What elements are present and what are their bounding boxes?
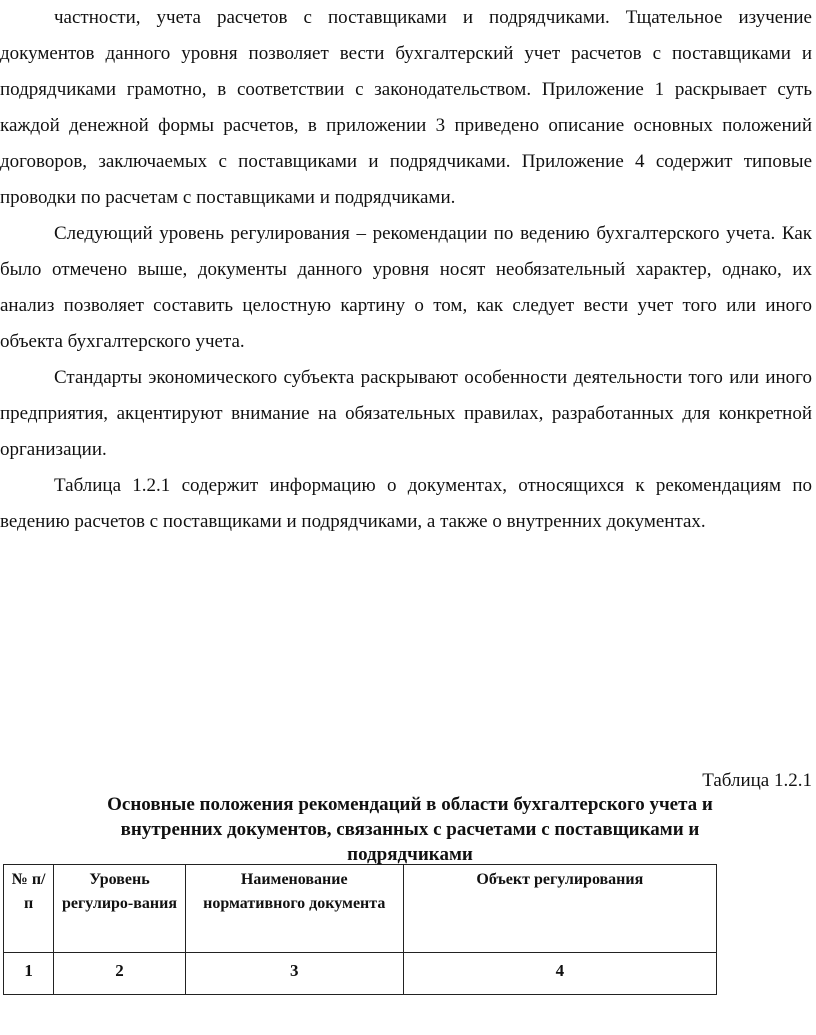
table-cell: 3 (185, 953, 403, 995)
table-cell: 1 (4, 953, 54, 995)
header-number: № п/п (4, 865, 54, 953)
table-row (4, 953, 717, 995)
paragraph-3: Стандарты экономического субъекта раскрывают особенности деятельности того или иного предприятия, акцентируют внимание на обязательных правилах, разработанных для конкретной организации. (0, 367, 812, 460)
table-caption: Таблица 1.2.1 (702, 770, 812, 791)
header-document-name: Наименование нормативного документа (185, 865, 403, 953)
table-cell: 2 (54, 953, 185, 995)
header-level: Уровень регулиро-вания (54, 865, 185, 953)
header-regulation-object: Объект регулирования (403, 865, 716, 953)
table-title: Основные положения рекомендаций в области бухгалтерского учета и внутренних документов, связанных с расчетами с поставщиками и подрядчиками (107, 794, 713, 865)
paragraph-1: частности, учета расчетов с поставщиками и подрядчиками. Тщательное изучение документов данного уровня позволяет вести бухгалтерский учет расчетов с поставщиками и подрядчиками грамотно, в соответствии с законодательством. Приложение 1 раскрывает суть каждой денежной формы расчетов, в приложении 3 приведено описание основных положений договоров, заключаемых с поставщиками и подрядчиками. Приложение 4 содержит типовые проводки по расчетам с поставщиками и подрядчиками. (0, 7, 812, 208)
paragraph-4: Таблица 1.2.1 содержит информацию о документах, относящихся к рекомендациям по ведению расчетов с поставщиками и подрядчиками, а также о внутренних документах. (0, 475, 812, 532)
paragraph-2: Следующий уровень регулирования – рекомендации по ведению бухгалтерского учета. Как было отмечено выше, документы данного уровня носят необязательный характер, однако, их анализ позволяет составить целостную картину о том, как следует вести учет того или иного объекта бухгалтерского учета. (0, 223, 812, 352)
table-cell: 4 (403, 953, 716, 995)
table-header-row (4, 865, 717, 953)
regulation-table (3, 864, 717, 995)
